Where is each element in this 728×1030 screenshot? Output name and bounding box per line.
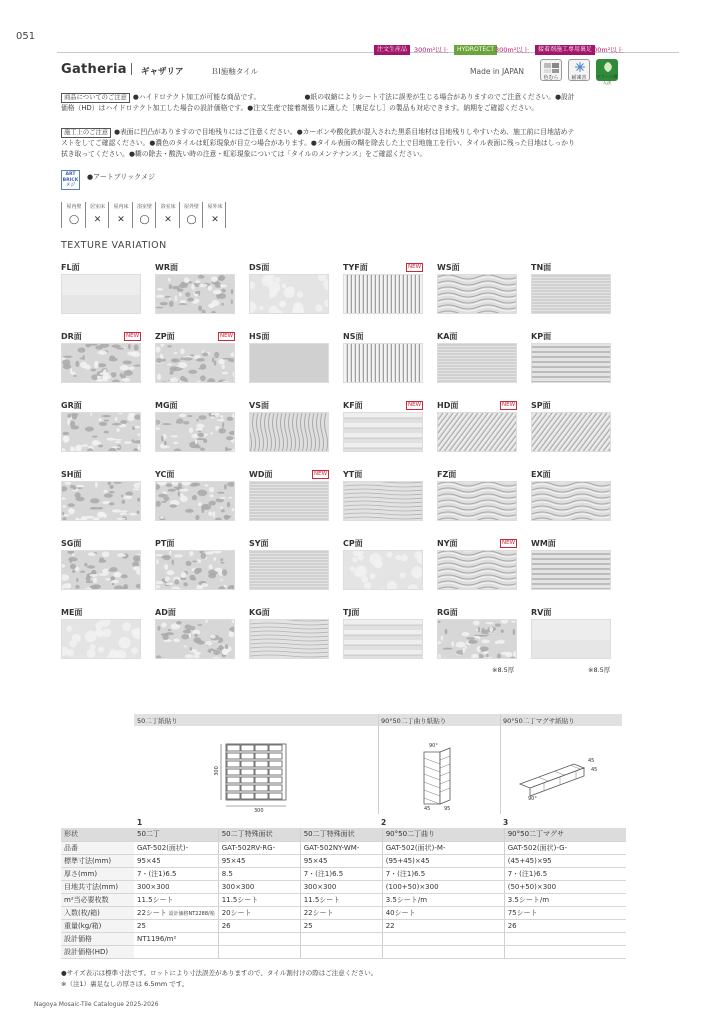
- spec-table: [61, 828, 626, 959]
- usage-label: 居室床: [89, 204, 105, 210]
- texture-swatch: [61, 550, 141, 590]
- usage-value: ◯: [186, 215, 197, 225]
- spec-cell: 75シート: [504, 906, 626, 919]
- series-name: Gatheria: [61, 62, 127, 77]
- new-badge: NEW: [408, 402, 422, 408]
- series-kana: ギャザリア: [141, 67, 184, 77]
- usage-label: 屋外床: [207, 204, 223, 210]
- usage-value: ◯: [139, 215, 150, 225]
- note-line: 価格（HD）はハイドロテクト加工した場合の設計価格です。●注文生産で接着剤張りに適した［裏足なし］の製品も対応できます。納期をご確認ください。: [61, 104, 539, 113]
- texture-swatch: [531, 274, 611, 314]
- texture-name: KP面: [531, 332, 552, 341]
- art-brick-icon-text: ART: [65, 172, 76, 177]
- texture-swatch: [437, 619, 517, 659]
- product-notes: [61, 92, 626, 114]
- spec-cell: 25: [300, 919, 382, 932]
- tile-note: ※8.5厚: [588, 666, 611, 674]
- spec-cell: 7・(注1)6.5: [134, 867, 218, 880]
- spec-cell: 95×45: [134, 854, 218, 867]
- usage-cell: [155, 202, 179, 228]
- new-badge: NEW: [502, 402, 516, 408]
- spec-divider: [500, 714, 501, 814]
- column-number: 1: [137, 818, 143, 827]
- texture-swatch: [531, 412, 611, 452]
- spec-row: [61, 932, 626, 945]
- texture-variation-title: TEXTURE VARIATION: [61, 240, 167, 251]
- texture-swatch: [437, 274, 517, 314]
- texture-swatch: [343, 550, 423, 590]
- texture-name: MG面: [155, 401, 178, 410]
- tile-note: ※8.5厚: [492, 666, 515, 674]
- texture-swatch: [249, 481, 329, 521]
- column-number: 3: [503, 818, 509, 827]
- texture-swatch: [61, 274, 141, 314]
- spec-cell: (95+45)×45: [382, 854, 504, 867]
- note-line: ●表面に凹凸がありますので目地残りにはご注意ください。●カーボンや酸化鉄が混入された黒系目地材は目地残りしやすいため、施工前に目地詰めテ: [114, 128, 575, 136]
- sheet-diagram: [218, 742, 294, 812]
- texture-name: KA面: [437, 332, 458, 341]
- spec-cell: [300, 945, 382, 958]
- texture-name: PT面: [155, 539, 175, 548]
- construction-notes: [61, 127, 626, 161]
- spec-row: [61, 945, 626, 958]
- texture-name: EX面: [531, 470, 551, 479]
- texture-swatch: [531, 343, 611, 383]
- spec-cell: 90°50二丁マグサ: [504, 828, 626, 841]
- new-badge: NEW: [126, 333, 140, 339]
- catalogue-name: Nagoya Mosaic-Tile Catalogue 2025-2026: [34, 1001, 159, 1008]
- series-type: ＢⅠ施釉タイル: [211, 67, 259, 76]
- spec-row: [61, 841, 626, 854]
- texture-name: FL面: [61, 263, 80, 272]
- title-divider: [131, 63, 132, 75]
- spec-row-label: 形状: [61, 828, 134, 841]
- texture-swatch: [437, 481, 517, 521]
- feature-label: 色むら: [543, 75, 559, 81]
- spec-cell: NT1196/m²: [134, 932, 218, 945]
- texture-name: SH面: [61, 470, 82, 479]
- texture-swatch: [531, 619, 611, 659]
- spec-cell: [382, 932, 504, 945]
- spec-cell: [300, 932, 382, 945]
- art-brick-icon-text: メジ: [65, 183, 76, 188]
- texture-swatch: [155, 481, 235, 521]
- spec-cell: 11.5シート: [134, 893, 218, 906]
- texture-swatch: [155, 619, 235, 659]
- badge-tag: 注文生産品: [374, 45, 410, 55]
- usage-cell: [108, 202, 132, 228]
- usage-label: 浴室床: [160, 204, 176, 210]
- spec-cell: 11.5シート: [300, 893, 382, 906]
- art-brick-icon-text: BRICK: [62, 177, 79, 183]
- art-brick-label: ●アートブリックメジ: [87, 173, 156, 181]
- spec-cell: 26: [218, 919, 300, 932]
- spec-cell: 50二丁特殊面状: [218, 828, 300, 841]
- page-number: 051: [16, 31, 36, 42]
- note-line: ストをしてご確認ください。●濃色のタイルは虹彩現象が目立つ場合があります。●タイル表面の糊を除去した上で目地施工を行い、タイル表面に残った目地はしっかり: [61, 139, 575, 148]
- texture-name: RV面: [531, 608, 552, 617]
- spec-row: [61, 906, 626, 919]
- texture-swatch: [343, 412, 423, 452]
- spec-cell: 300×300: [218, 880, 300, 893]
- usage-cell: [132, 202, 156, 228]
- usage-cell: [179, 202, 203, 228]
- spec-row: [61, 919, 626, 932]
- new-badge: NEW: [314, 471, 328, 477]
- texture-swatch: [61, 343, 141, 383]
- art-brick-icon: [61, 170, 80, 190]
- new-badge: NEW: [502, 540, 516, 546]
- badge-tag: HYDROTECT: [454, 45, 497, 55]
- spec-cell: 50二丁特殊面状: [300, 828, 382, 841]
- texture-name: GR面: [61, 401, 82, 410]
- usage-table: [61, 202, 226, 228]
- texture-name: SP面: [531, 401, 551, 410]
- texture-name: TYF面: [343, 263, 368, 272]
- texture-swatch: [531, 550, 611, 590]
- spec-header-magusa: 90°50二丁マグサ紙貼り: [503, 717, 575, 725]
- texture-name: CP面: [343, 539, 363, 548]
- texture-name: NS面: [343, 332, 364, 341]
- spec-row-label: 厚さ(mm): [61, 867, 134, 880]
- spec-row-label: 設計価格(HD): [61, 945, 134, 958]
- spec-row: [61, 893, 626, 906]
- spec-cell: [504, 932, 626, 945]
- spec-cell: 95×45: [300, 854, 382, 867]
- texture-swatch: [155, 412, 235, 452]
- note-line: 拭き取ってください。●糊の除去・酸洗い時の注意・虹彩現象については「タイルのメンテナンス」をご確認ください。: [61, 150, 427, 159]
- texture-name: TN面: [531, 263, 552, 272]
- spec-header-flat: 50二丁紙貼り: [137, 717, 178, 725]
- texture-swatch: [249, 274, 329, 314]
- texture-name: SG面: [61, 539, 82, 548]
- spec-cell: [218, 945, 300, 958]
- texture-name: WM面: [531, 539, 556, 548]
- spec-row: [61, 854, 626, 867]
- spec-cell: GAT-502(面状)-: [134, 841, 218, 854]
- spec-cell: [134, 945, 218, 958]
- product-notes-tag: 商品についてのご注意: [61, 93, 130, 103]
- texture-name: YT面: [343, 470, 363, 479]
- magusa-a-label: 45: [588, 758, 595, 764]
- texture-swatch: [155, 550, 235, 590]
- texture-swatch: [61, 619, 141, 659]
- feature-label: 耐凍害: [571, 75, 587, 81]
- magusa-angle-label: 90°: [528, 796, 537, 802]
- spec-cell: 90°50二丁曲り: [382, 828, 504, 841]
- texture-swatch: [61, 412, 141, 452]
- spec-row: [61, 880, 626, 893]
- spec-cell: [382, 945, 504, 958]
- spec-row-label: 入数(枚/箱): [61, 906, 134, 919]
- spec-cell: 22シート: [300, 906, 382, 919]
- corner-angle-label: 90°: [429, 743, 438, 749]
- footnote: ※（注1）裏足なしの厚さは 6.5mm です。: [61, 980, 189, 988]
- usage-value: ✕: [164, 215, 172, 225]
- box-price-note: 設計価格NT2288/箱: [166, 910, 215, 917]
- spec-cell: 40シート: [382, 906, 504, 919]
- spec-cell: 50二丁: [134, 828, 218, 841]
- texture-name: FZ面: [437, 470, 457, 479]
- texture-swatch: [61, 481, 141, 521]
- texture-swatch: [155, 343, 235, 383]
- texture-name: HD面: [437, 401, 459, 410]
- corner-diagram: [420, 746, 460, 808]
- spec-row-label: 重量(kg/箱): [61, 919, 134, 932]
- texture-name: HS面: [249, 332, 270, 341]
- usage-value: ◯: [68, 215, 80, 225]
- spec-cell: 3.5シート/m: [504, 893, 626, 906]
- texture-swatch: [343, 274, 423, 314]
- usage-cell: [61, 202, 85, 228]
- sheet-width-label: 300: [254, 808, 264, 814]
- spec-row-label: 品番: [61, 841, 134, 854]
- spec-cell: 7・(注1)6.5: [504, 867, 626, 880]
- magusa-b-label: 45: [591, 767, 598, 773]
- spec-cell: GAT-502RV-RG-: [218, 841, 300, 854]
- spec-cell: 20シート: [218, 906, 300, 919]
- badge-value: 300m²以上: [414, 46, 449, 54]
- usage-cell: [202, 202, 226, 228]
- column-number: 2: [381, 818, 387, 827]
- made-in-label: Made in JAPAN: [470, 67, 525, 76]
- texture-name: VS面: [249, 401, 269, 410]
- spec-cell: 95×45: [218, 854, 300, 867]
- texture-name: SY面: [249, 539, 269, 548]
- spec-cell: 22: [382, 919, 504, 932]
- corner-b-label: 95: [444, 806, 451, 812]
- badge-value: 300m²以上: [495, 46, 530, 54]
- texture-swatch: [249, 550, 329, 590]
- texture-name: ZP面: [155, 332, 175, 341]
- usage-cell: [85, 202, 109, 228]
- texture-swatch: [155, 274, 235, 314]
- texture-name: TJ面: [343, 608, 360, 617]
- spec-cell: 25: [134, 919, 218, 932]
- spec-cell: 300×300: [300, 880, 382, 893]
- badge-value: 300m²以上: [589, 46, 624, 54]
- spec-cell: (45+45)×95: [504, 854, 626, 867]
- texture-swatch: [437, 412, 517, 452]
- spec-row: [61, 828, 626, 841]
- construction-notes-tag: 施工上のご注意: [61, 128, 111, 138]
- texture-name: WS面: [437, 263, 460, 272]
- texture-name: KF面: [343, 401, 363, 410]
- texture-swatch: [343, 481, 423, 521]
- texture-name: KG面: [249, 608, 270, 617]
- texture-name: DS面: [249, 263, 270, 272]
- texture-name: RG面: [437, 608, 458, 617]
- spec-cell: GAT-502NY-WM-: [300, 841, 382, 854]
- texture-name: WR面: [155, 263, 178, 272]
- spec-cell: 11.5シート: [218, 893, 300, 906]
- usage-label: 屋内床: [113, 204, 129, 210]
- texture-swatch: [249, 343, 329, 383]
- texture-swatch: [249, 412, 329, 452]
- usage-label: 浴室壁: [136, 204, 152, 210]
- usage-label: 屋内壁: [66, 204, 82, 210]
- usage-value: ✕: [117, 215, 125, 225]
- spec-cell: GAT-502(面状)-G-: [504, 841, 626, 854]
- footnote: ●サイズ表示は標準寸法です。ロットにより寸法誤差がありますので、タイル割付けの際はご注意ください。: [61, 969, 378, 977]
- texture-swatch: [437, 550, 517, 590]
- spec-row-label: 設計価格: [61, 932, 134, 945]
- texture-name: AD面: [155, 608, 176, 617]
- spec-divider: [378, 714, 379, 814]
- texture-name: NY面: [437, 539, 458, 548]
- magusa-diagram: [514, 754, 594, 800]
- corner-a-label: 45: [424, 806, 431, 812]
- spec-cell: 300×300: [134, 880, 218, 893]
- note-line: ●ハイドロテクト加工が可能な商品です。 ●紙の収縮によりシート寸法に誤差が生じる場合がありますのでご注意ください。●設計: [132, 93, 575, 101]
- spec-cell: 7・(注1)6.5: [300, 867, 382, 880]
- spec-header-corner: 90°50二丁曲り紙貼り: [381, 717, 447, 725]
- spec-cell: (100+50)×300: [382, 880, 504, 893]
- spec-cell: 26: [504, 919, 626, 932]
- texture-swatch: [343, 619, 423, 659]
- spec-cell: 22シート 設計価格NT2288/箱: [134, 906, 218, 919]
- usage-value: ✕: [211, 215, 219, 225]
- spec-row-label: 標準寸法(mm): [61, 854, 134, 867]
- new-badge: NEW: [408, 264, 422, 270]
- usage-label: 屋外壁: [183, 204, 199, 210]
- spec-row: [61, 867, 626, 880]
- spec-cell: [504, 945, 626, 958]
- spec-cell: 3.5シート/m: [382, 893, 504, 906]
- texture-name: WD面: [249, 470, 273, 479]
- usage-value: ✕: [93, 215, 102, 225]
- spec-cell: GAT-502(面状)-M-: [382, 841, 504, 854]
- spec-cell: (50+50)×300: [504, 880, 626, 893]
- spec-cell: [218, 932, 300, 945]
- feature-label: グリーン購入法: [596, 74, 618, 85]
- spec-row-label: m²当必要枚数: [61, 893, 134, 906]
- spec-cell: 7・(注1)6.5: [382, 867, 504, 880]
- texture-name: DR面: [61, 332, 82, 341]
- new-badge: NEW: [220, 333, 234, 339]
- spec-cell: 8.5: [218, 867, 300, 880]
- texture-swatch: [531, 481, 611, 521]
- texture-swatch: [249, 619, 329, 659]
- sheet-height-label: 300: [213, 766, 220, 776]
- texture-swatch: [437, 343, 517, 383]
- texture-swatch: [343, 343, 423, 383]
- spec-row-label: 目地共寸法(mm): [61, 880, 134, 893]
- badge-tag: 接着剤施工専用裏足: [535, 45, 595, 55]
- texture-name: YC面: [155, 470, 175, 479]
- texture-name: ME面: [61, 608, 83, 617]
